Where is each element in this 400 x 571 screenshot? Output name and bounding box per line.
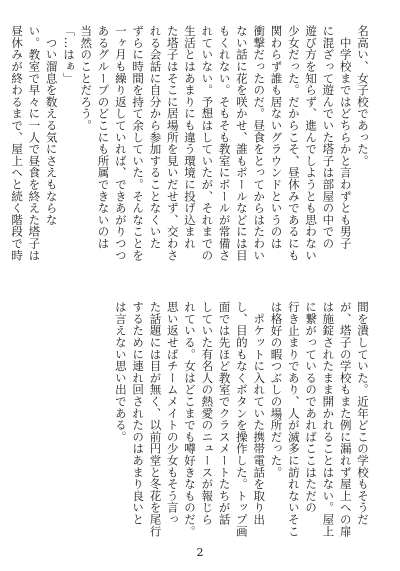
text-column-top: 名高い、女子校であった。 中学校まではどちらかと言わずとも男子 に混ざって遊んでいた塔子は部屋の中での 遊び方を知らず、進んでしようとも思わない 少女だった。だからこそ、昼休みであるにも 関わらず誰も居ないグラウンドというのは 衝撃だったのだ。昼食をとってからはたわい ない話に花を咲かせ、誰もボールなどには目 もくれない。そもそも教室にボールが常備さ れていない。予想はしていたが、それまでの 生活とはあまりにも違う環境に投げ込まれ た塔子はそこに居場所を見いだせず、交わさ れる会話に自分から参加することなくいた ずらに時間を持て余していた。そんなことを 一ヶ月も繰り返していれば、できあがりつつ あるグループのどこにも所属できないのは 当然のことだろう。 「…はぁ」 つい溜息を数える気にさえもならな い。教室で早々に一人で昼食を終えた塔子は 昼休みが終わるまで、屋上へと続く階段で時: [10, 25, 370, 261]
text-column-bottom: 間を潰していた。近年どこの学校もそうだ が、塔子の学校もまた例に漏れず屋上への扉 は施錠されたまま開かれることはない。屋上 に繋がっているのであればここはただの 行き止まりであり、人が滅多に訪れないそこ は格好の暇つぶしの場所だった。 ポケットに入れていた携帯電話を取り出 し、目的もなくボタンを操作した。トップ画 面では先ほど教室でクラスメートたちが話 していた有名人の熱愛のニュースが報じら れている。女はどこまでも噂好きなものだ。 思い返せばチームメイトの少女もそう言っ た話題には目が無く、以前円堂と冬花を尾行 するために連れ回されたのはあまり良いと は言えない思い出である。: [113, 301, 370, 537]
page-number: 2: [196, 546, 204, 559]
